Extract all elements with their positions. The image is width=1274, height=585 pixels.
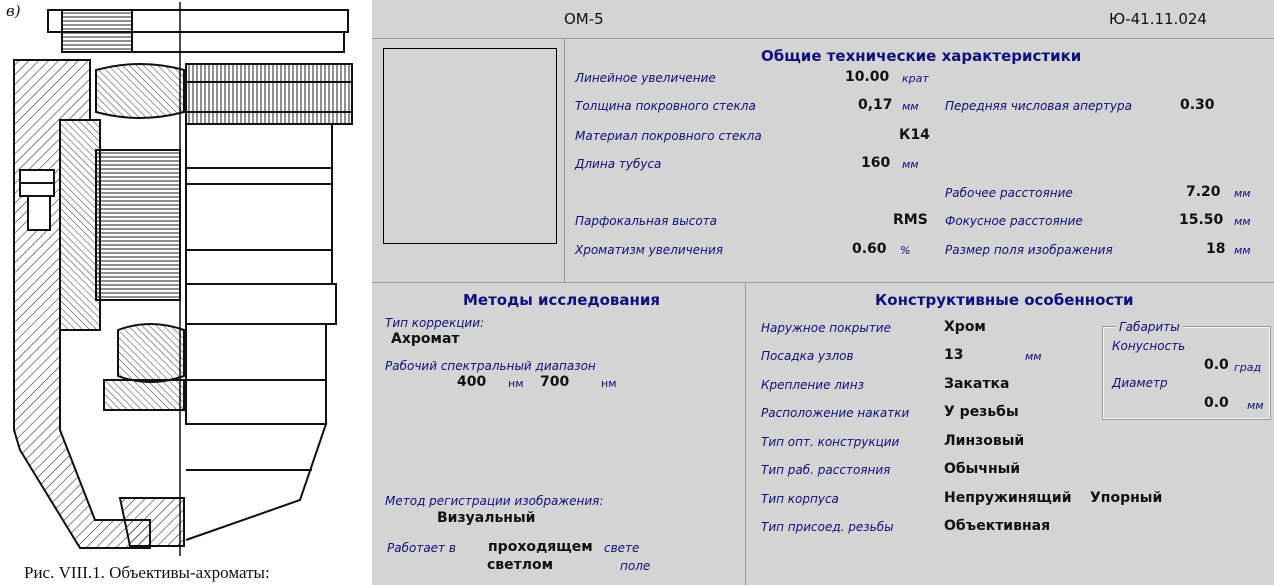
coverglass-material-value: К14 bbox=[899, 127, 930, 143]
spectral-range-label: Рабочий спектральный диапазон bbox=[385, 359, 596, 373]
lens-fixing-value: Закатка bbox=[944, 376, 1010, 392]
mounting-unit: мм bbox=[1025, 350, 1042, 363]
spectral-from-value: 400 bbox=[457, 374, 487, 390]
field-size-unit: мм bbox=[1234, 244, 1251, 257]
coating-value: Хром bbox=[944, 319, 986, 335]
image-placeholder bbox=[383, 48, 557, 244]
knurl-position-label: Расположение накатки bbox=[761, 406, 910, 420]
section-divider bbox=[372, 282, 1274, 283]
chromatism-unit: % bbox=[900, 244, 911, 257]
working-distance-value: 7.20 bbox=[1186, 184, 1221, 200]
aperture-label: Передняя числовая апертура bbox=[945, 99, 1133, 113]
objective-info-window bbox=[372, 0, 1274, 585]
diameter-unit: мм bbox=[1247, 399, 1264, 412]
magnification-unit: крат bbox=[902, 72, 929, 85]
working-distance-label: Рабочее расстояние bbox=[945, 186, 1073, 200]
taper-unit: град bbox=[1234, 361, 1262, 374]
optical-design-label: Тип опт. конструкции bbox=[761, 435, 900, 449]
works-in-label: Работает в bbox=[387, 541, 456, 555]
thread-type-label: Тип присоед. резьбы bbox=[761, 520, 894, 534]
bottom-divider bbox=[745, 282, 746, 585]
objective-drawing-panel bbox=[0, 0, 372, 585]
spectral-to-value: 700 bbox=[540, 374, 570, 390]
housing-type-label: Тип корпуса bbox=[761, 492, 839, 506]
chromatism-value: 0.60 bbox=[852, 241, 887, 257]
field-type-value: светлом bbox=[487, 557, 554, 573]
methods-title: Методы исследования bbox=[463, 291, 660, 309]
works-in-value: проходящем bbox=[488, 539, 593, 555]
working-distance-unit: мм bbox=[1234, 187, 1251, 200]
parfocal-height-value: RMS bbox=[893, 212, 928, 228]
general-title: Общие технические характеристики bbox=[761, 47, 1082, 65]
taper-label: Конусность bbox=[1112, 339, 1186, 353]
photo-divider bbox=[564, 38, 565, 282]
tube-length-label: Длина тубуса bbox=[575, 157, 662, 171]
working-distance-type-label: Тип раб. расстояния bbox=[761, 463, 891, 477]
spectral-from-unit: нм bbox=[508, 377, 524, 390]
chromatism-label: Хроматизм увеличения bbox=[575, 243, 723, 257]
figure-letter: в) bbox=[6, 2, 21, 20]
focal-length-label: Фокусное расстояние bbox=[945, 214, 1083, 228]
field-label: поле bbox=[620, 559, 651, 573]
objective-cross-section-drawing bbox=[0, 0, 372, 560]
light-label: свете bbox=[604, 541, 640, 555]
coverglass-thickness-label: Толщина покровного стекла bbox=[575, 99, 756, 113]
focal-length-value: 15.50 bbox=[1179, 212, 1224, 228]
working-distance-type-value: Обычный bbox=[944, 461, 1021, 477]
figure-caption: Рис. VIII.1. Объективы-ахроматы: bbox=[24, 563, 270, 582]
field-size-label: Размер поля изображения bbox=[945, 243, 1113, 257]
lens-fixing-label: Крепление линз bbox=[761, 378, 864, 392]
focal-length-unit: мм bbox=[1234, 215, 1251, 228]
correction-type-value: Ахромат bbox=[391, 331, 460, 347]
coverglass-material-label: Материал покровного стекла bbox=[575, 129, 762, 143]
magnification-value: 10.00 bbox=[845, 69, 890, 85]
optical-design-value: Линзовый bbox=[944, 433, 1025, 449]
mounting-label: Посадка узлов bbox=[761, 349, 854, 363]
mounting-value: 13 bbox=[944, 347, 964, 363]
catalog-code: Ю-41.11.024 bbox=[1109, 10, 1207, 28]
registration-method-value: Визуальный bbox=[437, 510, 536, 526]
housing-type-value2: Упорный bbox=[1090, 490, 1163, 506]
coating-label: Наружное покрытие bbox=[761, 321, 891, 335]
aperture-value: 0.30 bbox=[1180, 97, 1215, 113]
spectral-to-unit: нм bbox=[601, 377, 617, 390]
knurl-position-value: У резьбы bbox=[944, 404, 1019, 420]
thread-type-value: Объективная bbox=[944, 518, 1051, 534]
housing-type-value: Непружинящий bbox=[944, 490, 1072, 506]
diameter-value: 0.0 bbox=[1204, 395, 1229, 411]
coverglass-thickness-unit: мм bbox=[902, 100, 919, 113]
tube-length-value: 160 bbox=[861, 155, 891, 171]
diameter-label: Диаметр bbox=[1112, 376, 1168, 390]
tube-length-unit: мм bbox=[902, 158, 919, 171]
registration-method-label: Метод регистрации изображения: bbox=[385, 494, 604, 508]
correction-type-label: Тип коррекции: bbox=[385, 316, 485, 330]
model-name: ОМ-5 bbox=[564, 10, 604, 28]
parfocal-height-label: Парфокальная высота bbox=[575, 214, 718, 228]
coverglass-thickness-value: 0,17 bbox=[858, 97, 893, 113]
dimensions-title: Габариты bbox=[1116, 320, 1183, 334]
design-title: Конструктивные особенности bbox=[875, 291, 1134, 309]
magnification-label: Линейное увеличение bbox=[575, 71, 716, 85]
taper-value: 0.0 bbox=[1204, 357, 1229, 373]
field-size-value: 18 bbox=[1206, 241, 1226, 257]
